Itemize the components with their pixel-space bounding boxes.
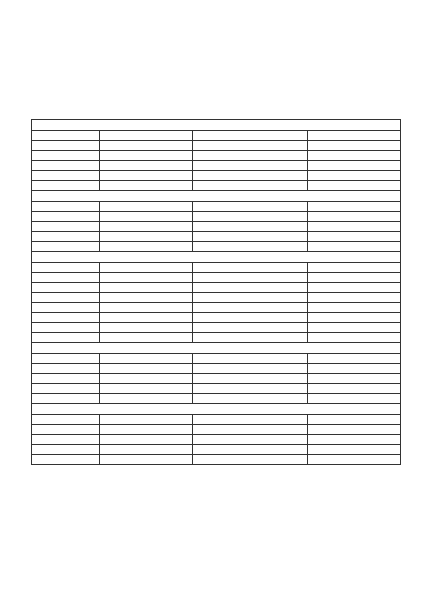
member-name-cell [100, 374, 193, 384]
member-role-cell [32, 212, 100, 222]
member-row [32, 181, 401, 191]
member-phone-cell [308, 222, 401, 232]
member-row [32, 141, 401, 151]
member-name-cell [100, 171, 193, 181]
member-phone-cell [308, 161, 401, 171]
member-row [32, 435, 401, 445]
member-phone-cell [308, 354, 401, 364]
member-phone-cell [308, 435, 401, 445]
member-name-cell [100, 222, 193, 232]
member-phone-cell [308, 415, 401, 425]
member-org-cell [193, 445, 308, 455]
member-role-cell [32, 273, 100, 283]
member-role-cell [32, 293, 100, 303]
member-name-cell [100, 131, 193, 141]
member-org-cell [193, 181, 308, 191]
member-role-cell [32, 313, 100, 323]
member-role-cell [32, 202, 100, 212]
member-role-cell [32, 303, 100, 313]
member-role-cell [32, 323, 100, 333]
member-org-cell [193, 161, 308, 171]
member-row [32, 283, 401, 293]
member-row [32, 323, 401, 333]
member-row [32, 273, 401, 283]
member-name-cell [100, 364, 193, 374]
member-org-cell [193, 293, 308, 303]
member-phone-cell [308, 202, 401, 212]
member-phone-cell [308, 283, 401, 293]
member-name-cell [100, 242, 193, 252]
member-org-cell [193, 425, 308, 435]
member-org-cell [193, 313, 308, 323]
member-phone-cell [308, 232, 401, 242]
member-row [32, 313, 401, 323]
member-org-cell [193, 131, 308, 141]
section-header-row [32, 404, 401, 415]
member-name-cell [100, 313, 193, 323]
member-name-cell [100, 455, 193, 465]
section-title [32, 191, 401, 202]
member-role-cell [32, 374, 100, 384]
member-row [32, 263, 401, 273]
member-phone-cell [308, 171, 401, 181]
member-row [32, 212, 401, 222]
member-name-cell [100, 354, 193, 364]
member-name-cell [100, 293, 193, 303]
member-name-cell [100, 273, 193, 283]
member-role-cell [32, 222, 100, 232]
member-phone-cell [308, 242, 401, 252]
member-org-cell [193, 273, 308, 283]
member-role-cell [32, 171, 100, 181]
member-org-cell [193, 384, 308, 394]
member-role-cell [32, 242, 100, 252]
member-row [32, 415, 401, 425]
member-org-cell [193, 354, 308, 364]
section-title [32, 343, 401, 354]
member-row [32, 242, 401, 252]
member-name-cell [100, 435, 193, 445]
member-row [32, 303, 401, 313]
member-phone-cell [308, 273, 401, 283]
member-row [32, 293, 401, 303]
member-name-cell [100, 283, 193, 293]
member-row [32, 202, 401, 212]
member-name-cell [100, 303, 193, 313]
member-org-cell [193, 242, 308, 252]
section-header-row [32, 191, 401, 202]
member-name-cell [100, 323, 193, 333]
member-phone-cell [308, 212, 401, 222]
member-name-cell [100, 151, 193, 161]
member-row [32, 394, 401, 404]
member-role-cell [32, 394, 100, 404]
member-name-cell [100, 141, 193, 151]
member-role-cell [32, 131, 100, 141]
member-org-cell [193, 435, 308, 445]
committee-table-body [32, 120, 401, 465]
member-role-cell [32, 384, 100, 394]
member-role-cell [32, 333, 100, 343]
member-org-cell [193, 323, 308, 333]
member-name-cell [100, 202, 193, 212]
member-name-cell [100, 445, 193, 455]
member-role-cell [32, 232, 100, 242]
member-row [32, 232, 401, 242]
member-phone-cell [308, 141, 401, 151]
member-role-cell [32, 435, 100, 445]
member-name-cell [100, 425, 193, 435]
member-org-cell [193, 283, 308, 293]
member-role-cell [32, 263, 100, 273]
member-org-cell [193, 333, 308, 343]
member-row [32, 151, 401, 161]
member-phone-cell [308, 293, 401, 303]
committee-table [31, 119, 401, 465]
section-title [32, 404, 401, 415]
member-role-cell [32, 425, 100, 435]
member-row [32, 445, 401, 455]
member-row [32, 364, 401, 374]
member-org-cell [193, 202, 308, 212]
section-title [32, 252, 401, 263]
member-role-cell [32, 354, 100, 364]
member-name-cell [100, 333, 193, 343]
member-row [32, 171, 401, 181]
section-header-row [32, 252, 401, 263]
member-phone-cell [308, 384, 401, 394]
member-org-cell [193, 212, 308, 222]
member-role-cell [32, 415, 100, 425]
member-org-cell [193, 222, 308, 232]
member-org-cell [193, 151, 308, 161]
member-org-cell [193, 171, 308, 181]
member-phone-cell [308, 263, 401, 273]
member-org-cell [193, 303, 308, 313]
member-name-cell [100, 212, 193, 222]
member-role-cell [32, 445, 100, 455]
member-phone-cell [308, 364, 401, 374]
member-role-cell [32, 283, 100, 293]
member-name-cell [100, 232, 193, 242]
member-phone-cell [308, 323, 401, 333]
member-org-cell [193, 141, 308, 151]
member-name-cell [100, 181, 193, 191]
member-phone-cell [308, 445, 401, 455]
member-role-cell [32, 161, 100, 171]
member-phone-cell [308, 455, 401, 465]
member-name-cell [100, 161, 193, 171]
member-name-cell [100, 263, 193, 273]
member-role-cell [32, 455, 100, 465]
member-role-cell [32, 181, 100, 191]
member-phone-cell [308, 131, 401, 141]
member-role-cell [32, 364, 100, 374]
member-row [32, 222, 401, 232]
member-role-cell [32, 151, 100, 161]
member-role-cell [32, 141, 100, 151]
member-row [32, 161, 401, 171]
section-title [32, 120, 401, 131]
member-org-cell [193, 455, 308, 465]
member-row [32, 384, 401, 394]
member-phone-cell [308, 425, 401, 435]
member-phone-cell [308, 181, 401, 191]
member-phone-cell [308, 333, 401, 343]
member-row [32, 354, 401, 364]
member-row [32, 374, 401, 384]
member-phone-cell [308, 303, 401, 313]
member-org-cell [193, 232, 308, 242]
section-header-row [32, 343, 401, 354]
member-phone-cell [308, 374, 401, 384]
member-row [32, 333, 401, 343]
member-org-cell [193, 374, 308, 384]
member-phone-cell [308, 394, 401, 404]
member-name-cell [100, 384, 193, 394]
member-org-cell [193, 263, 308, 273]
member-row [32, 131, 401, 141]
member-row [32, 425, 401, 435]
member-org-cell [193, 415, 308, 425]
member-org-cell [193, 364, 308, 374]
member-name-cell [100, 394, 193, 404]
member-org-cell [193, 394, 308, 404]
member-name-cell [100, 415, 193, 425]
section-header-row [32, 120, 401, 131]
member-phone-cell [308, 151, 401, 161]
member-row [32, 455, 401, 465]
member-phone-cell [308, 313, 401, 323]
